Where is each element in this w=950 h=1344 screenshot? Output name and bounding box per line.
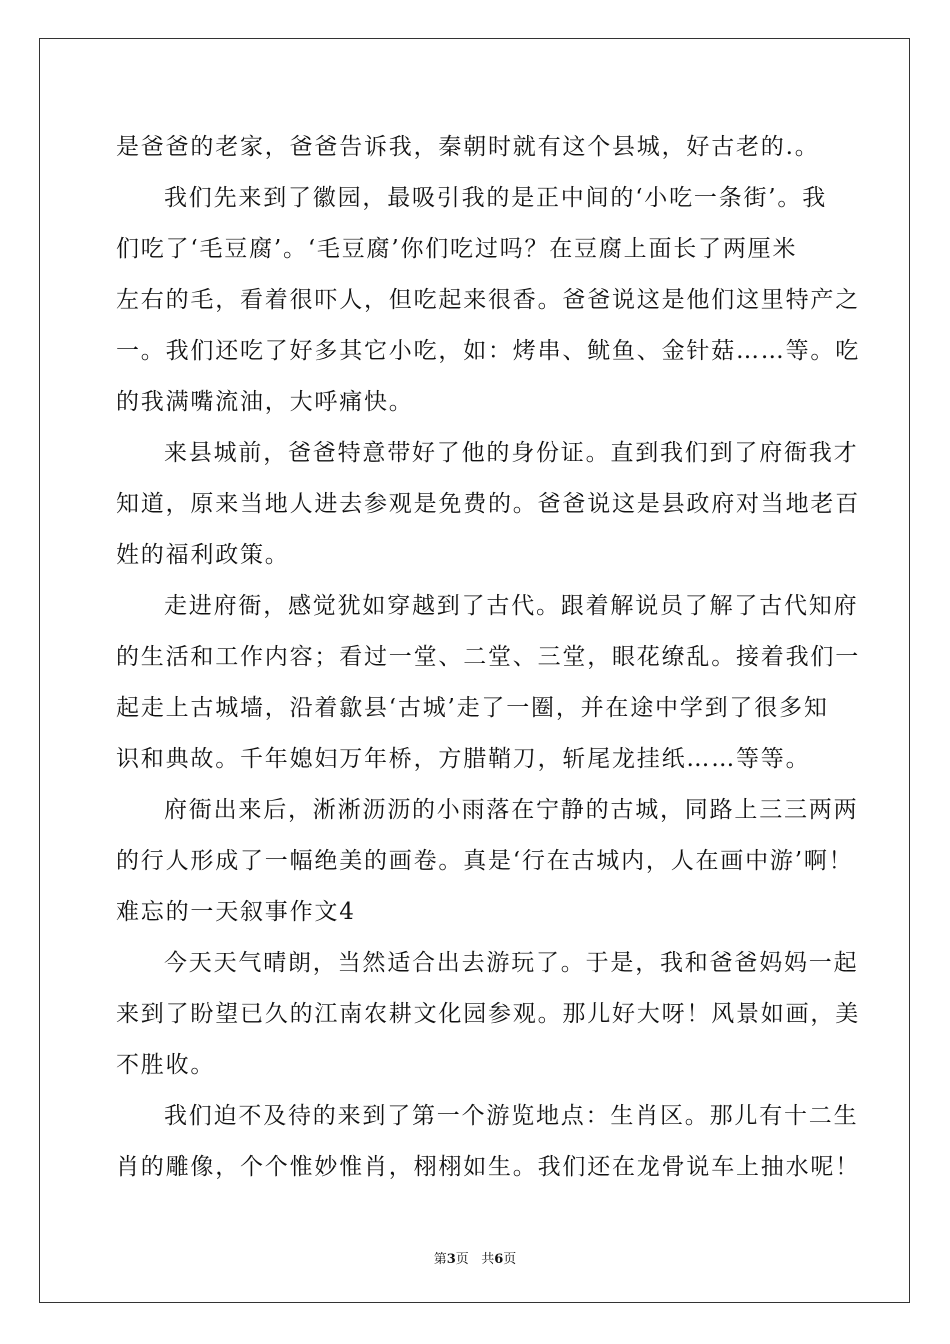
text-line: 识和典故。千年媳妇万年桥，方腊鞘刀，斩尾龙挂纸……等等。: [116, 746, 811, 772]
footer-prefix: 第: [433, 1252, 447, 1267]
text-line: 的行人形成了一幅绝美的画卷。真是‘行在古城内，人在画中游’啊！: [116, 848, 854, 874]
text-line: 一。我们还吃了好多其它小吃，如：烤串、鱿鱼、金针菇……等。吃: [116, 338, 860, 364]
text-line: 我们迫不及待的来到了第一个游览地点：生肖区。那儿有十二生: [164, 1103, 859, 1129]
footer-total-suffix: 页: [503, 1252, 517, 1267]
document-body: [116, 122, 860, 1193]
text-line: 知道，原来当地人进去参观是免费的。爸爸说这是县政府对当地老百: [116, 491, 860, 517]
page-footer: [0, 1248, 950, 1267]
text-line: 的我满嘴流油，大呼痛快。: [116, 389, 414, 415]
total-pages-number: 6: [494, 1252, 504, 1267]
footer-page-suffix: 页: [455, 1252, 469, 1267]
text-line: 肖的雕像，个个惟妙惟肖，栩栩如生。我们还在龙骨说车上抽水呢！: [116, 1154, 860, 1180]
text-line: 起走上古城墙，沿着歙县‘古城’走了一圈，并在途中学到了很多知: [116, 695, 829, 721]
text-line: 是爸爸的老家，爸爸告诉我，秦朝时就有这个县城，好古老的.。: [116, 134, 820, 160]
text-line: 不胜收。: [116, 1052, 216, 1078]
text-line: 来县城前，爸爸特意带好了他的身份证。直到我们到了府衙我才: [164, 440, 859, 466]
text-line: 左右的毛，看着很吓人，但吃起来很香。爸爸说这是他们这里特产之: [116, 287, 860, 313]
text-line: 府衙出来后，淅淅沥沥的小雨落在宁静的古城，同路上三三两两: [164, 797, 859, 823]
current-page-number: 3: [446, 1252, 456, 1267]
text-line: 姓的福利政策。: [116, 542, 290, 568]
section-heading: 难忘的一天叙事作文4: [116, 899, 356, 925]
text-line: 来到了盼望已久的江南农耕文化园参观。那儿好大呀！风景如画，美: [116, 1001, 860, 1027]
footer-total-prefix: 共: [481, 1252, 495, 1267]
text-line: 走进府衙，感觉犹如穿越到了古代。跟着解说员了解了古代知府: [164, 593, 859, 619]
text-line: 今天天气晴朗，当然适合出去游玩了。于是，我和爸爸妈妈一起: [164, 950, 859, 976]
text-line: 们吃了‘毛豆腐’。‘毛豆腐’你们吃过吗？在豆腐上面长了两厘米: [116, 236, 798, 262]
text-line: 我们先来到了徽园，最吸引我的是正中间的‘小吃一条街’。我: [164, 185, 828, 211]
text-line: 的生活和工作内容；看过一堂、二堂、三堂，眼花缭乱。接着我们一: [116, 644, 860, 670]
